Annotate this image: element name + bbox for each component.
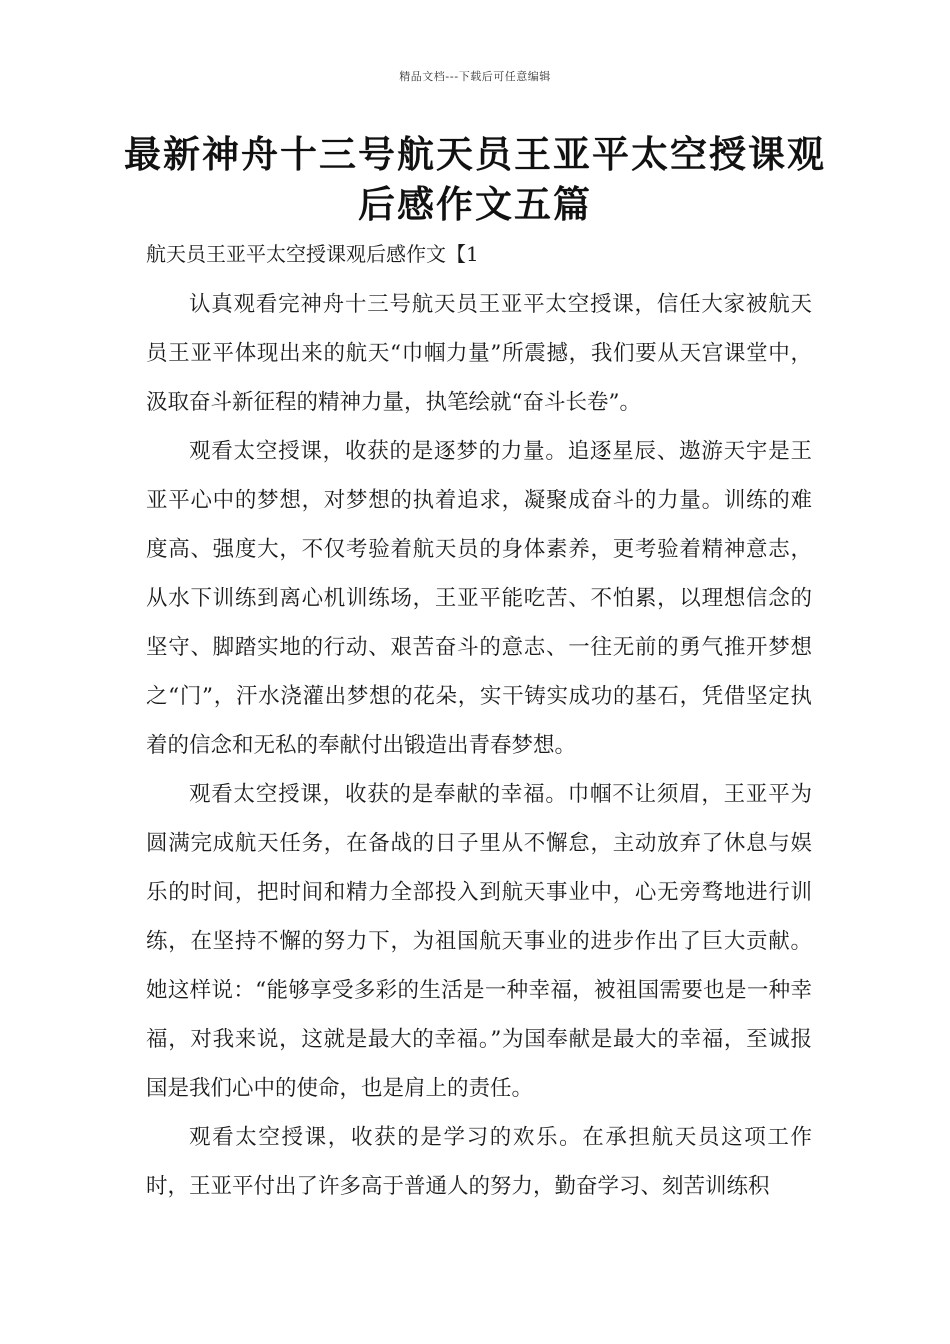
section-subtitle: 航天员王亚平太空授课观后感作文【1 [146,242,479,266]
paragraph: 认真观看完神舟十三号航天员王亚平太空授课，信任大家被航天员王亚平体现出来的航天“巾帼力量”所震撼，我们要从天宫课堂中，汲取奋斗新征程的精神力量，执笔绘就“奋斗长卷”。 [146,292,812,415]
paragraph: 观看太空授课，收获的是奉献的幸福。巾帼不让须眉，王亚平为圆满完成航天任务，在备战的日子里从不懈怠，主动放弃了休息与娱乐的时间，把时间和精力全部投入到航天事业中，心无旁骛地进行训练，在坚持不懈的努力下，为祖国航天事业的进步作出了巨大贡献。她这样说：“能够享受多彩的生活是一种幸福，被祖国需要也是一种幸福，对我来说，这就是最大的幸福。”为国奉献是最大的幸福，至诚报国是我们心中的使命，也是肩上的责任。 [146,782,812,1101]
paragraph: 观看太空授课，收获的是学习的欢乐。在承担航天员这项工作时，王亚平付出了许多高于普通人的努力，勤奋学习、刻苦训练积 [146,1125,812,1199]
page-header: 精品文档---下载后可任意编辑 [399,70,551,83]
document-title: 最新神舟十三号航天员王亚平太空授课观后感作文五篇 [124,133,826,226]
paragraph: 观看太空授课，收获的是逐梦的力量。追逐星辰、遨游天宇是王亚平心中的梦想，对梦想的执着追求，凝聚成奋斗的力量。训练的难度高、强度大，不仅考验着航天员的身体素养，更考验着精神意志，从水下训练到离心机训练场，王亚平能吃苦、不怕累，以理想信念的坚守、脚踏实地的行动、艰苦奋斗的意志、一往无前的勇气推开梦想之“门”，汗水浇灌出梦想的花朵，实干铸实成功的基石，凭借坚定执着的信念和无私的奉献付出锻造出青春梦想。 [146,439,812,758]
document-body [146,280,812,1211]
